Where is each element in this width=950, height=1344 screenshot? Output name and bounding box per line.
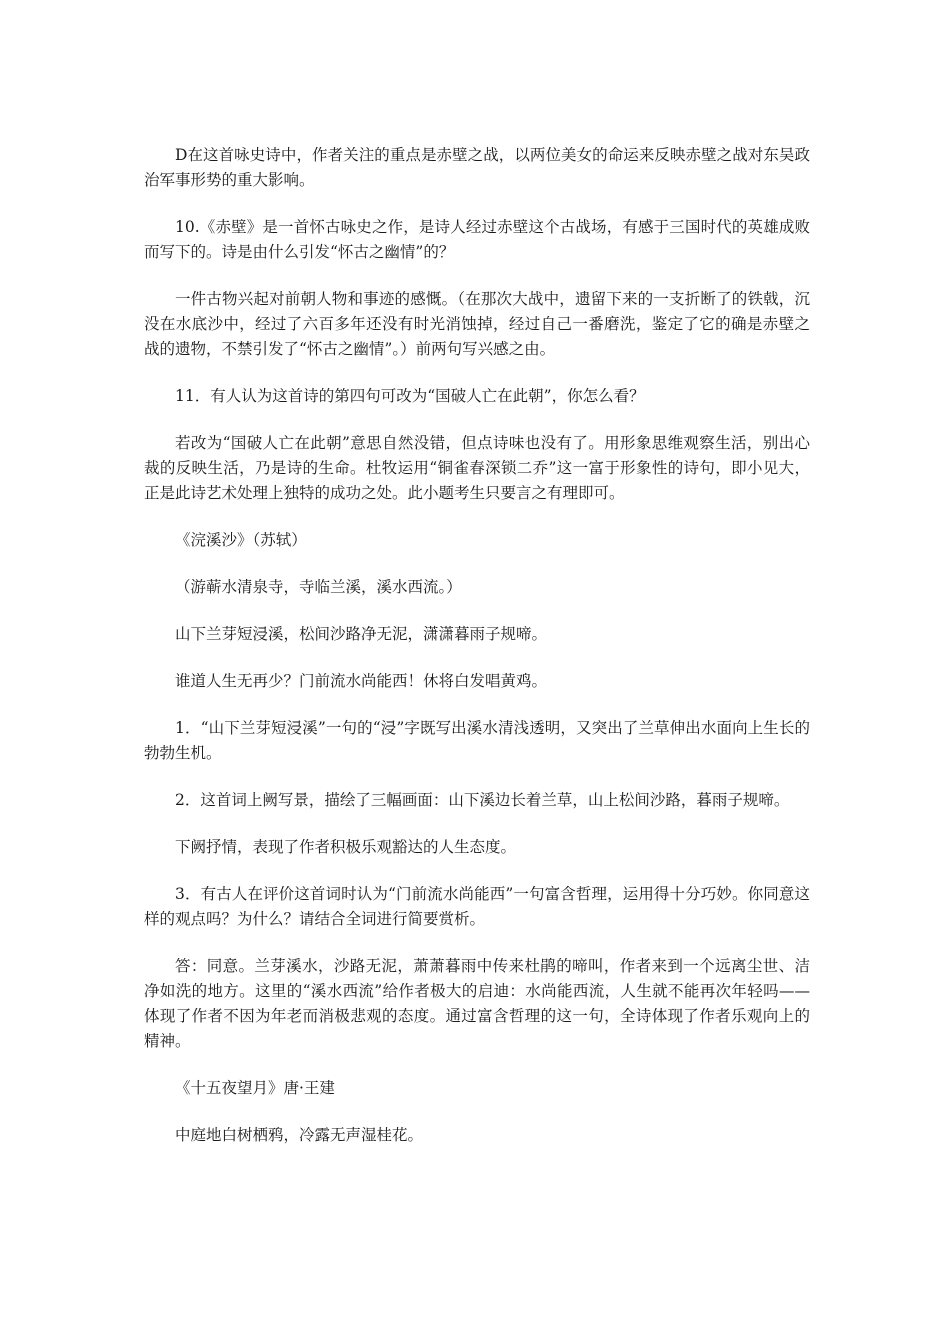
paragraph-question-10: 10.《赤壁》是一首怀古咏史之作，是诗人经过赤壁这个古战场，有感于三国时代的英雄成败而写下的。诗是由什么引发“怀古之幽情”的？ — [144, 218, 810, 261]
paragraph-answer-10: 一件古物兴起对前朝人物和事迹的感慨。（在那次大战中，遗留下来的一支折断了的铁戟，沉没在水底沙中，经过了六百多年还没有时光消蚀掉，经过自己一番磨洗，鉴定了它的确是赤壁之战的遗物，不禁引发了“怀古之幽情”。）前两句写兴感之由。 — [144, 290, 810, 358]
paragraph-analysis-2b: 下阙抒情，表现了作者积极乐观豁达的人生态度。 — [175, 838, 517, 856]
paragraph-analysis-1: 1．“山下兰芽短浸溪”一句的“浸”字既写出溪水清浅透明，又突出了兰草伸出水面向上生长的勃勃生机。 — [144, 719, 810, 762]
paragraph-answer-d: D在这首咏史诗中，作者关注的重点是赤壁之战，以两位美女的命运来反映赤壁之战对东吴政治军事形势的重大影响。 — [144, 146, 810, 189]
paragraph-analysis-2: 2．这首词上阙写景，描绘了三幅画面：山下溪边长着兰草，山上松间沙路，暮雨子规啼。 — [175, 791, 790, 809]
poem-line-2: 谁道人生无再少？门前流水尚能西！休将白发唱黄鸡。 — [175, 672, 548, 690]
paragraph-question-3: 3．有古人在评价这首词时认为“门前流水尚能西”一句富含哲理，运用得十分巧妙。你同意这样的观点吗？为什么？请结合全词进行简要赏析。 — [144, 885, 810, 928]
poem-line-shiwuye-1: 中庭地白树栖鸦，冷露无声湿桂花。 — [175, 1126, 424, 1144]
paragraph-question-11: 11．有人认为这首诗的第四句可改为“国破人亡在此朝”，你怎么看？ — [175, 387, 645, 405]
poem-title-huanxisha: 《浣溪沙》（苏轼） — [175, 531, 307, 549]
poem-title-shiwuye: 《十五夜望月》唐·王建 — [175, 1079, 335, 1097]
paragraph-answer-3: 答：同意。兰芽溪水，沙路无泥，萧萧暮雨中传来杜鹃的啼叫，作者来到一个远离尘世、洁净如洗的地方。这里的“溪水西流”给作者极大的启迪：水尚能西流，人生就不能再次年轻吗——体现了作者不因为年老而消极悲观的态度。通过富含哲理的这一句，全诗体现了作者乐观向上的精神。 — [144, 957, 810, 1050]
poem-preface: （游蕲水清泉寺，寺临兰溪，溪水西流。） — [175, 578, 462, 596]
poem-line-1: 山下兰芽短浸溪，松间沙路净无泥，潇潇暮雨子规啼。 — [175, 625, 548, 643]
paragraph-answer-11: 若改为“国破人亡在此朝”意思自然没错，但点诗味也没有了。用形象思维观察生活，别出心裁的反映生活，乃是诗的生命。杜牧运用“铜雀春深锁二乔”这一富于形象性的诗句，即小见大，正是此诗艺术处理上独特的成功之处。此小题考生只要言之有理即可。 — [144, 434, 810, 502]
document-body — [144, 143, 810, 1170]
